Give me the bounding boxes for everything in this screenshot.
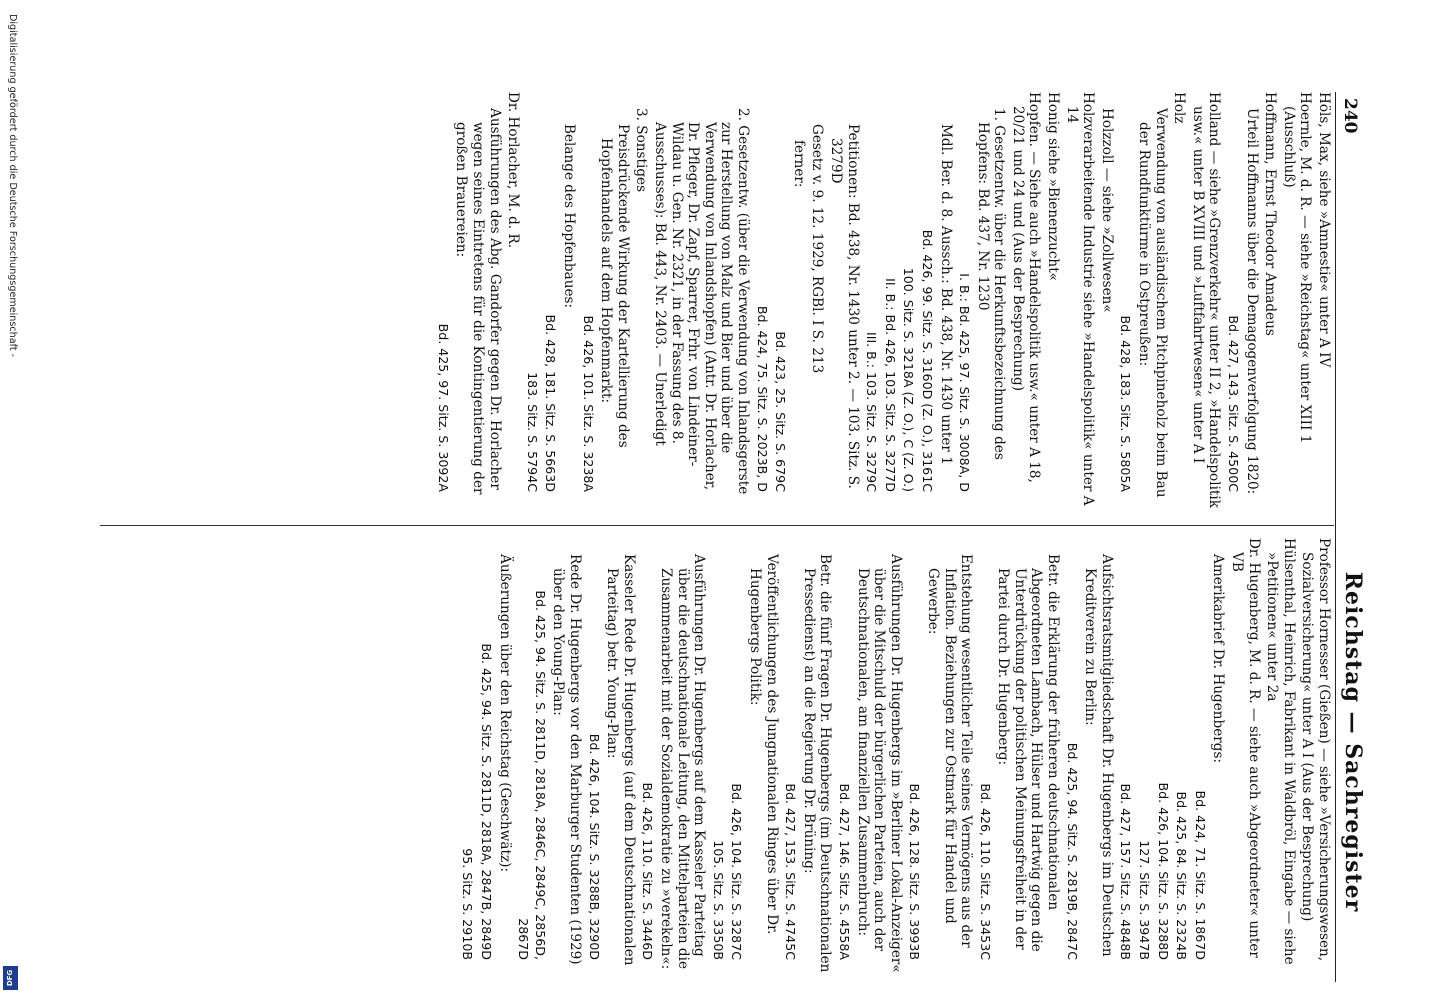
index-reference: III. B.: 103. Sitz. S. 3279C [864, 332, 880, 492]
right-column [457, 538, 1332, 978]
index-entry: Professor Hornesser (Gießen) — siehe »Versicherungswesen, Sozialversicherung« unter A I (Aus der Besprechung) [1299, 538, 1332, 962]
index-entry: Hoernle, M. d. R. — siehe »Reichstag« unter XIII 1 (Ausschluß) [1280, 92, 1314, 444]
index-reference: Bd. 427, 143. Sitz. S. 4500C [1226, 315, 1242, 492]
index-entry: Amerikabrief Dr. Hugenbergs: [1210, 554, 1227, 764]
index-reference: Bd. 426, 110. Sitz. S. 3453C [977, 783, 993, 960]
index-entry: 2. Gesetzentw. (über die Verwendung von Inlandsgerste zur Herstellung von Malz und Bier und über die Verwendung von Inlandshopfen) (Antr. Dr. Horlacher, Dr. Pfleger, Dr. Zapf, Sparrer, Frhr. von Lindeiner-Wildau u. Gen. Nr. 2321, in der Fassung des 8. Ausschusses): Bd. 443, Nr. 2403. — Unerledigt [652, 108, 751, 495]
index-reference: Bd. 426, 128. Sitz. S. 3993B [907, 783, 923, 960]
index-entry: Höls, Max, siehe »Amnestie« unter A IV [1316, 92, 1332, 368]
index-entry: Ausführungen Dr. Hugenbergs auf dem Kasseler Parteitag über die deutschnationale Leitung, den Mittelparteien die Zusammenarbeit mit der Sozialdemokratie zu »verekeln«: [658, 554, 708, 970]
index-entry: Holzzoll — siehe »Zollwesen« [1098, 108, 1115, 313]
index-reference: Bd. 426, 110. Sitz. S. 3446D [640, 782, 656, 960]
index-reference: Bd. 427, 153. Sitz. S. 4745C [783, 783, 799, 960]
digitization-credit [4, 14, 20, 987]
index-reference: Bd. 423, 25. Sitz. S. 679C [773, 331, 789, 492]
index-entry: Betr. die fünf Fragen Dr. Hugenbergs (im Deutschnationalen Pressedienst) an die Regierung Dr. Brüning: [800, 554, 834, 973]
index-reference: Bd. 426, 104. Sitz. S. 3288D [1155, 782, 1171, 960]
index-reference: Bd. 426, 101. Sitz. S. 3238A [580, 315, 596, 492]
index-reference: Bd. 427, 146. Sitz. S. 4558A [836, 783, 852, 960]
index-entry: Entstehung wesentlicher Teile seines Vermögens aus der Inflation. Beziehungen zur Ostmark für Handel und Gewerbe: [924, 554, 975, 948]
index-entry: Holz [1171, 92, 1188, 124]
left-column [432, 92, 1332, 510]
index-entry: 3. Sonstiges [633, 108, 650, 193]
index-entry: Petitionen: Bd. 438, Nr. 1430 unter 2. — 103. Sitz. S. 3279D [827, 124, 861, 489]
index-entry: Belange des Hopfenbaues: [561, 124, 578, 309]
index-reference: Bd. 425, 94. Sitz. S. 2811D, 2818A, 2846C, 2849C, 2856D, 2867D [516, 590, 548, 960]
index-entry: Aufsichtsratsmitgliedschaft Dr. Hugenbergs im Deutschen Kreditverein zu Berlin: [1082, 554, 1115, 957]
index-reference: Bd. 427, 157. Sitz. S. 4848B [1118, 783, 1134, 960]
index-reference: 100. Sitz. S. 3218A (Z. O.), C (Z. O.) [901, 267, 917, 492]
index-reference: Bd. 424, 71. Sitz. S. 1867D [1192, 790, 1208, 960]
index-reference: Bd. 425, 94. Sitz. S. 2819B, 2847C [1064, 742, 1080, 960]
index-reference: Bd. 425, 94. Sitz. S. 2811D, 2818A, 2847B, 2849D [479, 643, 495, 960]
index-entry: Urteil Hoffmanns über die Demagogenverfolgung 1820: [1243, 108, 1260, 495]
index-entry: Hoffmann, Ernst Theodor Amadeus [1262, 92, 1279, 336]
index-entry: Kasseler Rede Dr. Hugenbergs (auf dem Deutschnationalen Parteitag) betr. Young-Plan: [604, 554, 637, 966]
running-head: Reichstag — Sachregister [1340, 571, 1366, 913]
index-entry: Rede Dr. Hugenbergs vor den Marburger Studenten (1929) über den Young-Plan: [550, 554, 584, 965]
page-number: 240 [1340, 98, 1360, 134]
index-reference: 183. Sitz. S. 5794C [524, 372, 540, 492]
index-reference: II. B.: Bd. 426, 103. Sitz. S. 3277D [882, 278, 898, 492]
index-reference: Bd. 425, 97. Sitz. S. 3092A [435, 323, 451, 492]
index-reference: Bd. 428, 183. Sitz. S. 5805A [1118, 315, 1134, 492]
index-entry: Dr. Hugenberg, M. d. R. — siehe auch »Abgeordneter« unter VB [1229, 538, 1262, 958]
index-reference: 105. Sitz. S. 3350B [710, 840, 726, 960]
column-divider [100, 525, 1334, 526]
index-entry: Mdl. Ber. d. 8. Aussch.: Bd. 438, Nr. 1430 unter 1 [937, 124, 954, 465]
index-entry: Hülsenthal, Heinrich, Fabrikant in Waldbröl, Eingabe — siehe »Petitionen« unter 2a [1264, 538, 1297, 965]
index-entry: Honig siehe »Bienenzucht« [1045, 92, 1062, 281]
index-entry: Äußerungen über den Reichstag (Geschwätz): [496, 554, 513, 873]
index-reference: Bd. 426, 99. Sitz. S. 3160D (Z. O.), 3161C [919, 229, 935, 492]
index-entry: 1. Gesetzentw. über die Herkunftsbezeichnung des Hopfens: Bd. 437, Nr. 1230 [974, 108, 1008, 460]
index-entry: Verwendung von ausländischem Pitchpineholz beim Bau der Rundfunktürme in Ostpreußen: [1136, 108, 1169, 498]
index-entry: ferner: [790, 140, 807, 188]
index-entry: Holzverarbeitende Industrie siehe »Handelspolitik« unter A 14 [1063, 92, 1097, 506]
index-entry: Ausführungen des Abg. Gandorfer gegen Dr. Horlacher wegen seines Eintretens für die Kontingentierung der großen Brauereien: [453, 108, 503, 495]
index-reference: 127. Sitz. S. 3947B [1137, 840, 1153, 960]
index-entry: Holland — siehe »Grenzverkehr« unter II 2, »Handelspolitik usw.« unter B XVIII und »Luftfahrtwesen« unter A I [1189, 92, 1223, 508]
index-entry: Ausführungen Dr. Hugenbergs im »Berliner Lokal-Anzeiger« über die Mitschuld der bürgerlichen Parteien, auch der Deutschnationalen, am finanziellen Zusammenbruch: [854, 554, 904, 973]
index-reference: Bd. 426, 104. Sitz. S. 3287C [729, 783, 745, 960]
index-entry: Gesetz v. 9. 12. 1929, RGBl. I S. 213 [809, 124, 826, 374]
dfg-logo [3, 966, 18, 990]
index-entry: Hopfen. — Siehe auch »Handelspolitik usw.« unter A 18, 20/21 und 24 und (Aus der Besprechung) [1009, 92, 1043, 483]
index-entry: Dr. Horlacher, M. d. R. [505, 92, 522, 249]
scanned-page [100, 92, 1366, 982]
credit-text: Digitalisierung gefördert durch die Deutsche Forschungsgemeinschaft - [7, 14, 18, 358]
index-reference: Bd. 425, 84. Sitz. S. 2324B [1174, 791, 1190, 960]
index-entry: Betr. die Erklärung der früheren deutschnationalen Abgeordneten Lambach, Hülser und Hartwig gegen die Unterdrückung der politischen Meinungsfreiheit in der Partei durch Dr. Hugenberg: [995, 554, 1062, 952]
index-reference: Bd. 426, 104. Sitz. S. 3288B, 3290D [586, 733, 602, 960]
index-entry: Preisdrückende Wirkung der Kartellierung des Hopfenhandels auf dem Hopfenmarkt: [598, 124, 631, 448]
index-entry: Veröffentlichungen des Jungnationalen Ringes über Dr. Hugenbergs Politik: [747, 554, 780, 935]
index-reference: Bd. 428, 181. Sitz. S. 5663D [543, 314, 559, 492]
index-reference: Bd. 424, 75. Sitz. S. 2023B, D [754, 305, 770, 492]
dfg-logo-text: DFG [6, 969, 15, 987]
index-reference: 95. Sitz. S. 2910B [460, 848, 476, 960]
index-reference: I. B.: Bd. 425, 97. Sitz. S. 3008A, D [957, 273, 973, 492]
header-rule [1335, 92, 1336, 982]
